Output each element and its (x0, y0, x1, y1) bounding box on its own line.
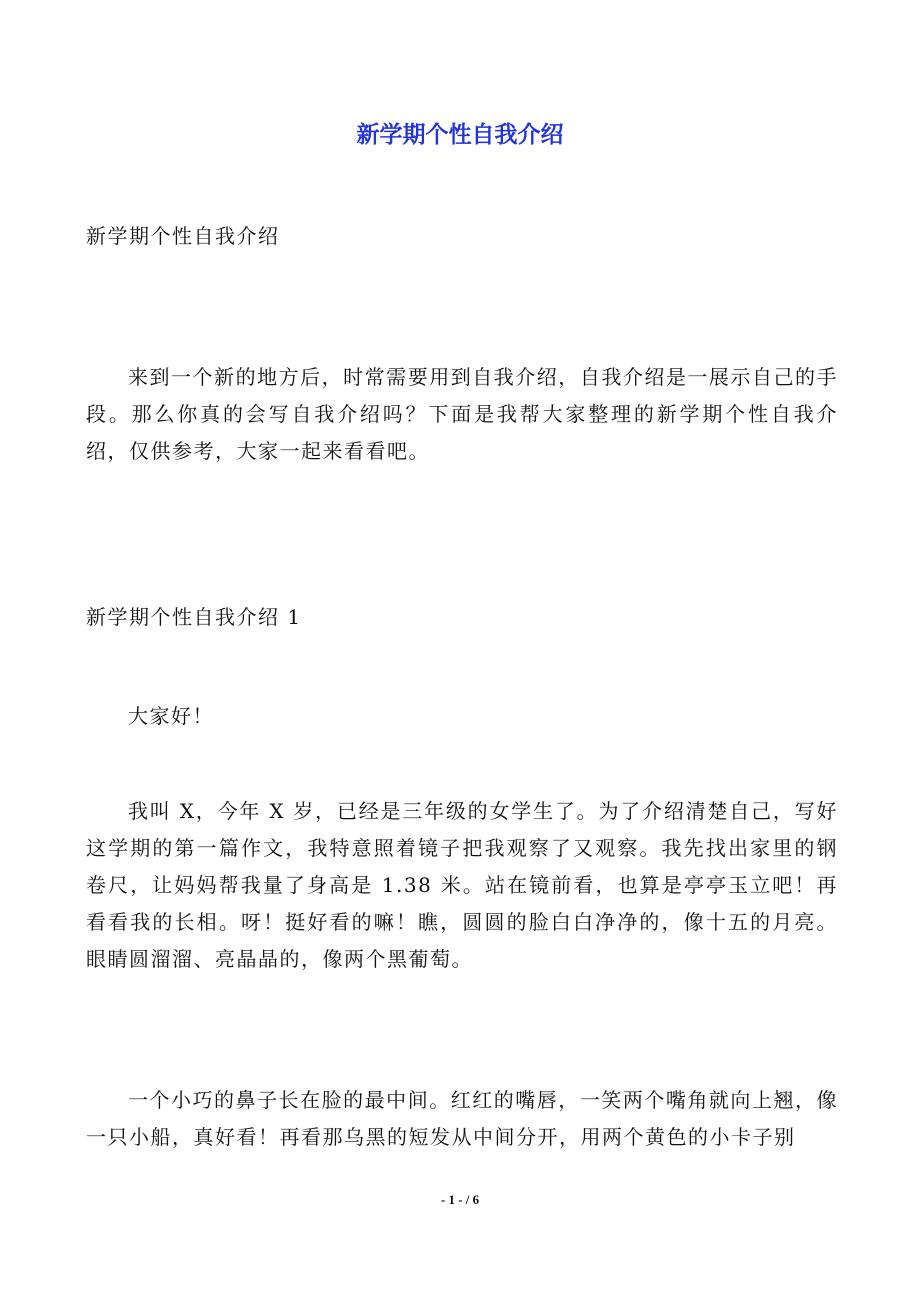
body-paragraph-1: 我叫 X，今年 X 岁，已经是三年级的女学生了。为了介绍清楚自己，写好这学期的第一篇作文，我特意照着镜子把我观察了又观察。我先找出家里的钢卷尺，让妈妈帮我量了身高是 1.38 米。站在镜前看，也算是亭亭玉立吧！再看看我的长相。呀！挺好看的嘛！瞧，圆圆的脸白白净净的，像十五的月亮。眼睛圆溜溜、亮晶晶的，像两个黑葡萄。 (86, 799, 838, 971)
intro-paragraph: 来到一个新的地方后，时常需要用到自我介绍，自我介绍是一展示自己的手段。那么你真的会写自我介绍吗？下面是我帮大家整理的新学期个性自我介绍，仅供参考，大家一起来看看吧。 (86, 365, 838, 463)
document-title: 新学期个性自我介绍 (356, 122, 564, 148)
document-subtitle: 新学期个性自我介绍 (86, 224, 280, 248)
page-number: - 1 - / 6 (440, 1192, 480, 1207)
greeting-paragraph: 大家好！ (128, 704, 214, 728)
body-paragraph-2: 一个小巧的鼻子长在脸的最中间。红红的嘴唇，一笑两个嘴角就向上翘，像一只小船，真好看！再看那乌黑的短发从中间分开，用两个黄色的小卡子别 (86, 1088, 838, 1149)
section-heading: 新学期个性自我介绍 1 (86, 605, 302, 629)
